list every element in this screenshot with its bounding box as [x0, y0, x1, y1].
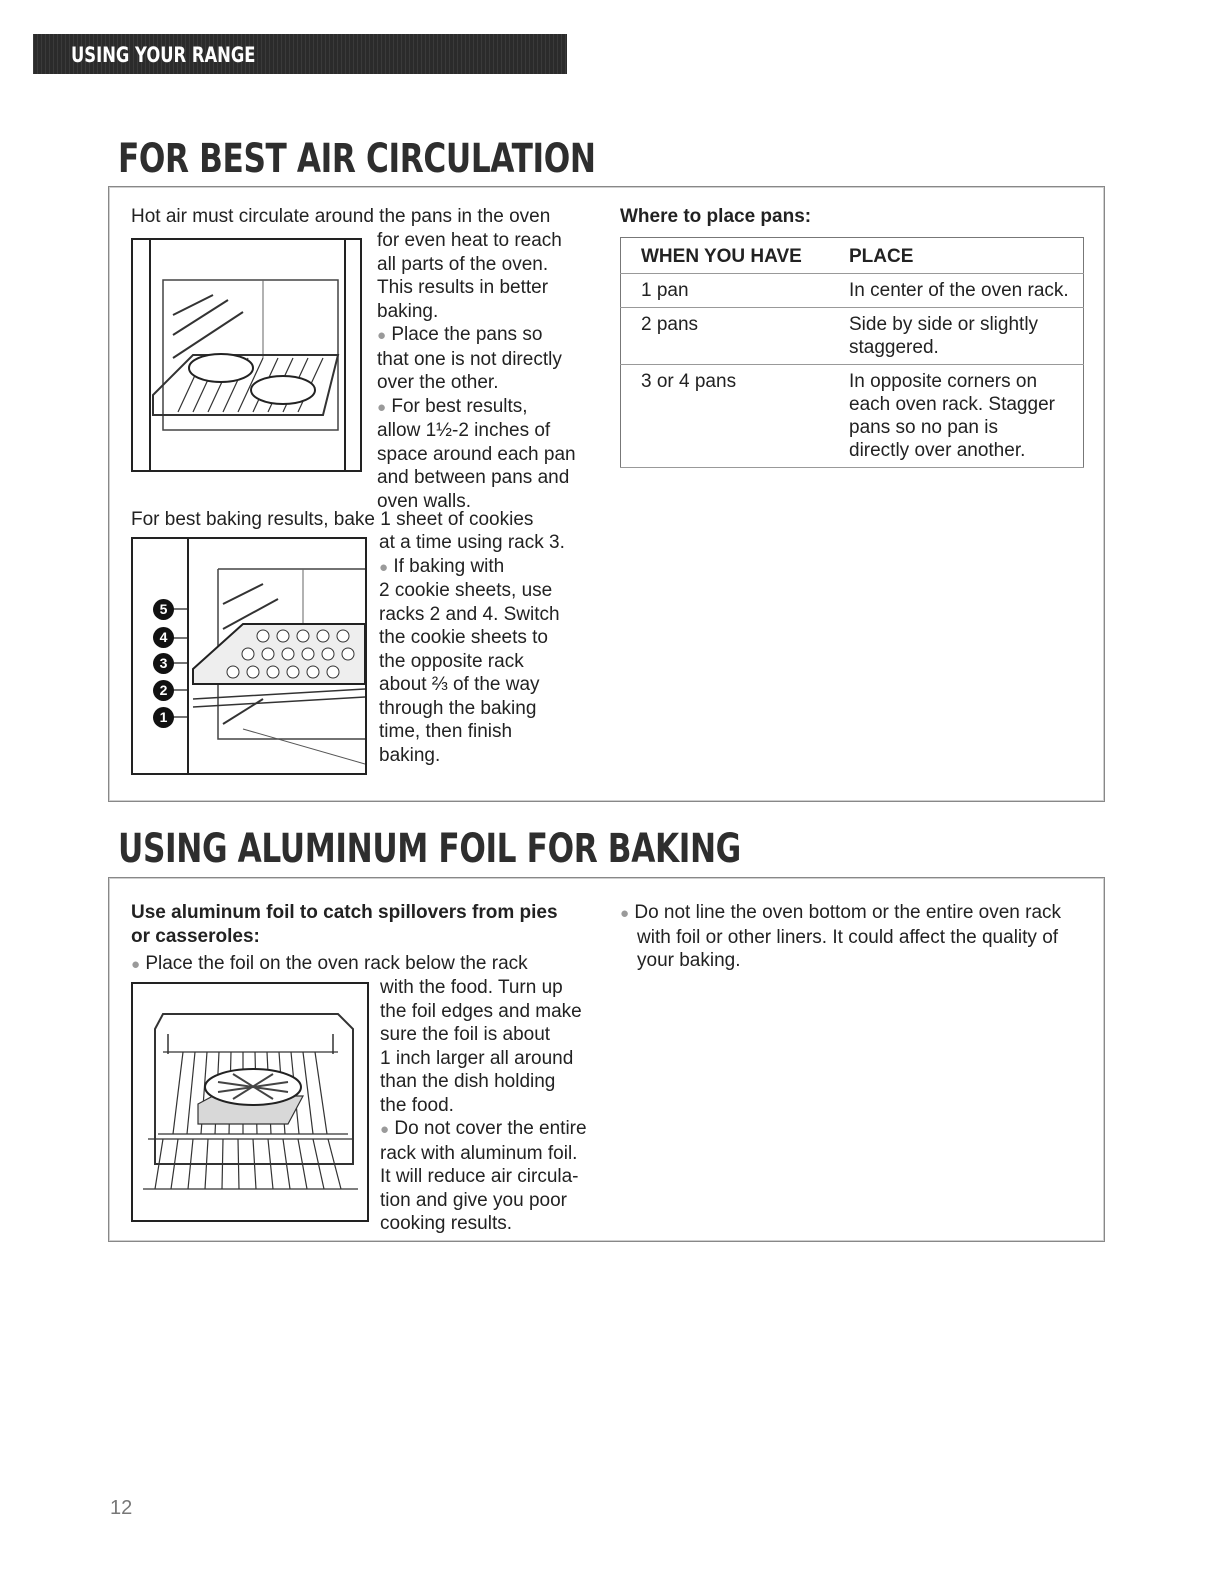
oven-pies-illustration [131, 238, 362, 472]
bullet-best-results: ● For best results, [377, 395, 528, 417]
banner-text: USING YOUR RANGE [71, 43, 256, 67]
table-header-cell: PLACE [829, 238, 1084, 274]
bullet-place-pans: ● Place the pans so [377, 324, 543, 345]
table-cell: In center of the oven rack. [829, 274, 1084, 308]
table-row [621, 308, 1084, 365]
oven-racks-cookies-illustration [131, 537, 367, 775]
table-header-row [621, 238, 1084, 274]
air-circulation-intro: Hot air must circulate around the pans in the oven [131, 206, 551, 227]
pan-placement-table [620, 237, 1084, 468]
section-title-aluminum-foil: USING ALUMINUM FOIL FOR BAKING [118, 826, 741, 872]
bullet-dot: ● [620, 905, 630, 922]
bullet-dot: ● [377, 398, 387, 416]
bullet-dot: ● [131, 956, 141, 973]
oven-pies-drawing [133, 240, 360, 470]
oven-foil-drawing [133, 984, 367, 1220]
cookie-baking-text: For best baking results, bake 1 sheet of cookies [131, 509, 534, 530]
rack-number-2: 2 [153, 680, 174, 701]
foil-bullet-place-cont: with the food. Turn up the foil edges and make sure the foil is about 1 inch larger all around than the dish holding the food. ● Do not cover the entire rack with aluminum foil. It will reduce air circula- tion and give you poor cooking results. [380, 977, 587, 1234]
rack-number-5: 5 [153, 599, 174, 620]
rack-number-4: 4 [153, 627, 174, 648]
rack-number-3: 3 [153, 653, 174, 674]
table-row [621, 365, 1084, 468]
air-circulation-intro-cont: for even heat to reach all parts of the oven. This results in better baking. ● Place the pans so that one is not directly over the other. ● For best results, allow 1½-2 inches of space around each pan and between pans and oven walls. [377, 230, 576, 512]
bullet-two-cookie-sheets: ● If baking with [379, 555, 505, 577]
page-number: 12 [110, 1497, 133, 1519]
foil-bullet-place: ● Place the foil on the oven rack below the rack [131, 953, 528, 974]
table-heading: Where to place pans: [620, 206, 812, 227]
table-cell: 2 pans [621, 308, 830, 365]
table-cell: In opposite corners on each oven rack. Stagger pans so no pan is directly over another. [829, 365, 1084, 468]
bullet-dot: ● [379, 558, 389, 576]
cookie-baking-text-cont: at a time using rack 3. ● If baking with 2 cookie sheets, use racks 2 and 4. Switch the cookie sheets to the opposite rack about ⅔ of the way through the baking time, then finish baking. [379, 532, 565, 766]
table-header-cell: WHEN YOU HAVE [621, 238, 830, 274]
rack-number-1: 1 [153, 707, 174, 728]
foil-heading: Use aluminum foil to catch spillovers from pies or casseroles: [131, 902, 558, 947]
section-banner [33, 34, 567, 74]
table-row [621, 274, 1084, 308]
oven-foil-pie-illustration [131, 982, 369, 1222]
bullet-dot: ● [380, 1121, 390, 1138]
bullet-dot: ● [377, 327, 387, 344]
table-cell: 1 pan [621, 274, 830, 308]
foil-bullet-do-not-line: ● Do not line the oven bottom or the entire oven rack with foil or other liners. It could affect the quality of your baking. [620, 902, 1062, 971]
table-cell: 3 or 4 pans [621, 365, 830, 468]
section-title-air-circulation: FOR BEST AIR CIRCULATION [118, 136, 596, 182]
table-cell: Side by side or slightly staggered. [829, 308, 1084, 365]
foil-bullet-do-not-cover: ● Do not cover the entire [380, 1118, 587, 1139]
